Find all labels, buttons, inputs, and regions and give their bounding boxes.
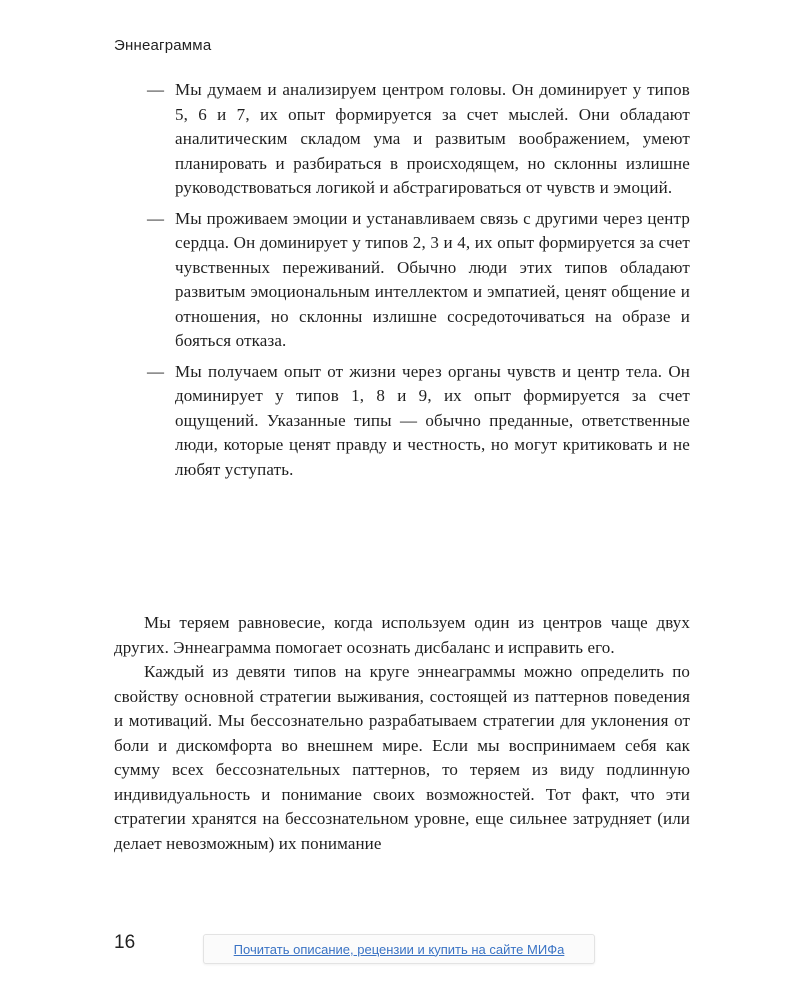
bullet-dash: — <box>147 361 164 381</box>
bullet-item-body-center <box>145 360 690 483</box>
bullet-list <box>145 78 690 488</box>
bullet-dash: — <box>147 208 164 228</box>
body-text <box>114 611 690 856</box>
bullet-item-heart-center <box>145 207 690 354</box>
bullet-item-head-center <box>145 78 690 201</box>
bullet-text: Мы получаем опыт от жизни через органы чувств и центр тела. Он доминирует у типов 1, 8 и 9, их опыт формируется за счет ощущений. Указанные типы — обычно преданные, ответственные люди, которые ценят правду и честность, но могут критиковать и не любят уступать. <box>175 361 690 479</box>
running-head-title: Эннеаграмма <box>114 37 212 54</box>
paragraph: Мы теряем равновесие, когда используем один из центров чаще двух других. Эннеаграмма помогает осознать дисбаланс и исправить его. <box>114 613 690 657</box>
bullet-dash: — <box>147 80 164 99</box>
bullet-text: Мы думаем и анализируем центром головы. Он доминирует у типов 5, 6 и 7, их опыт формируется за счет мыслей. Они обладают аналитическим складом ума и развитым воображением, умеют планировать и разбираться в происходящем, но склонны излишне руководствоваться логикой и абстрагироваться от чувств и эмоций. <box>175 80 690 197</box>
bullet-text: Мы проживаем эмоции и устанавливаем связь с другими через центр сердца. Он доминирует у типов 2, 3 и 4, их опыт формируется за счет чувственных переживаний. Обычно люди этих типов обладают развитым эмоциональным интеллектом и эмпатией, ценят общение и отношения, но склонны излишне сосредоточиваться на образе и бояться отказа. <box>175 208 690 350</box>
page-number: 16 <box>114 932 136 953</box>
buy-on-mif-link[interactable]: Почитать описание, рецензии и купить на сайте МИФа <box>203 934 595 964</box>
paragraph: Каждый из девяти типов на круге эннеаграммы можно определить по свойству основной стратегии выживания, состоящей из паттернов поведения и мотиваций. Мы бессознательно разрабатываем стратегии для уклонения от боли и дискомфорта во внешнем мире. Если мы воспринимаем себя как сумму всех бессознательных паттернов, то теряем из виду подлинную индивидуальность и понимание своих возможностей. Тот факт, что эти стратегии хранятся на бессознательном уровне, еще сильнее затрудняет (или делает невозможным) их понимание <box>114 662 690 853</box>
